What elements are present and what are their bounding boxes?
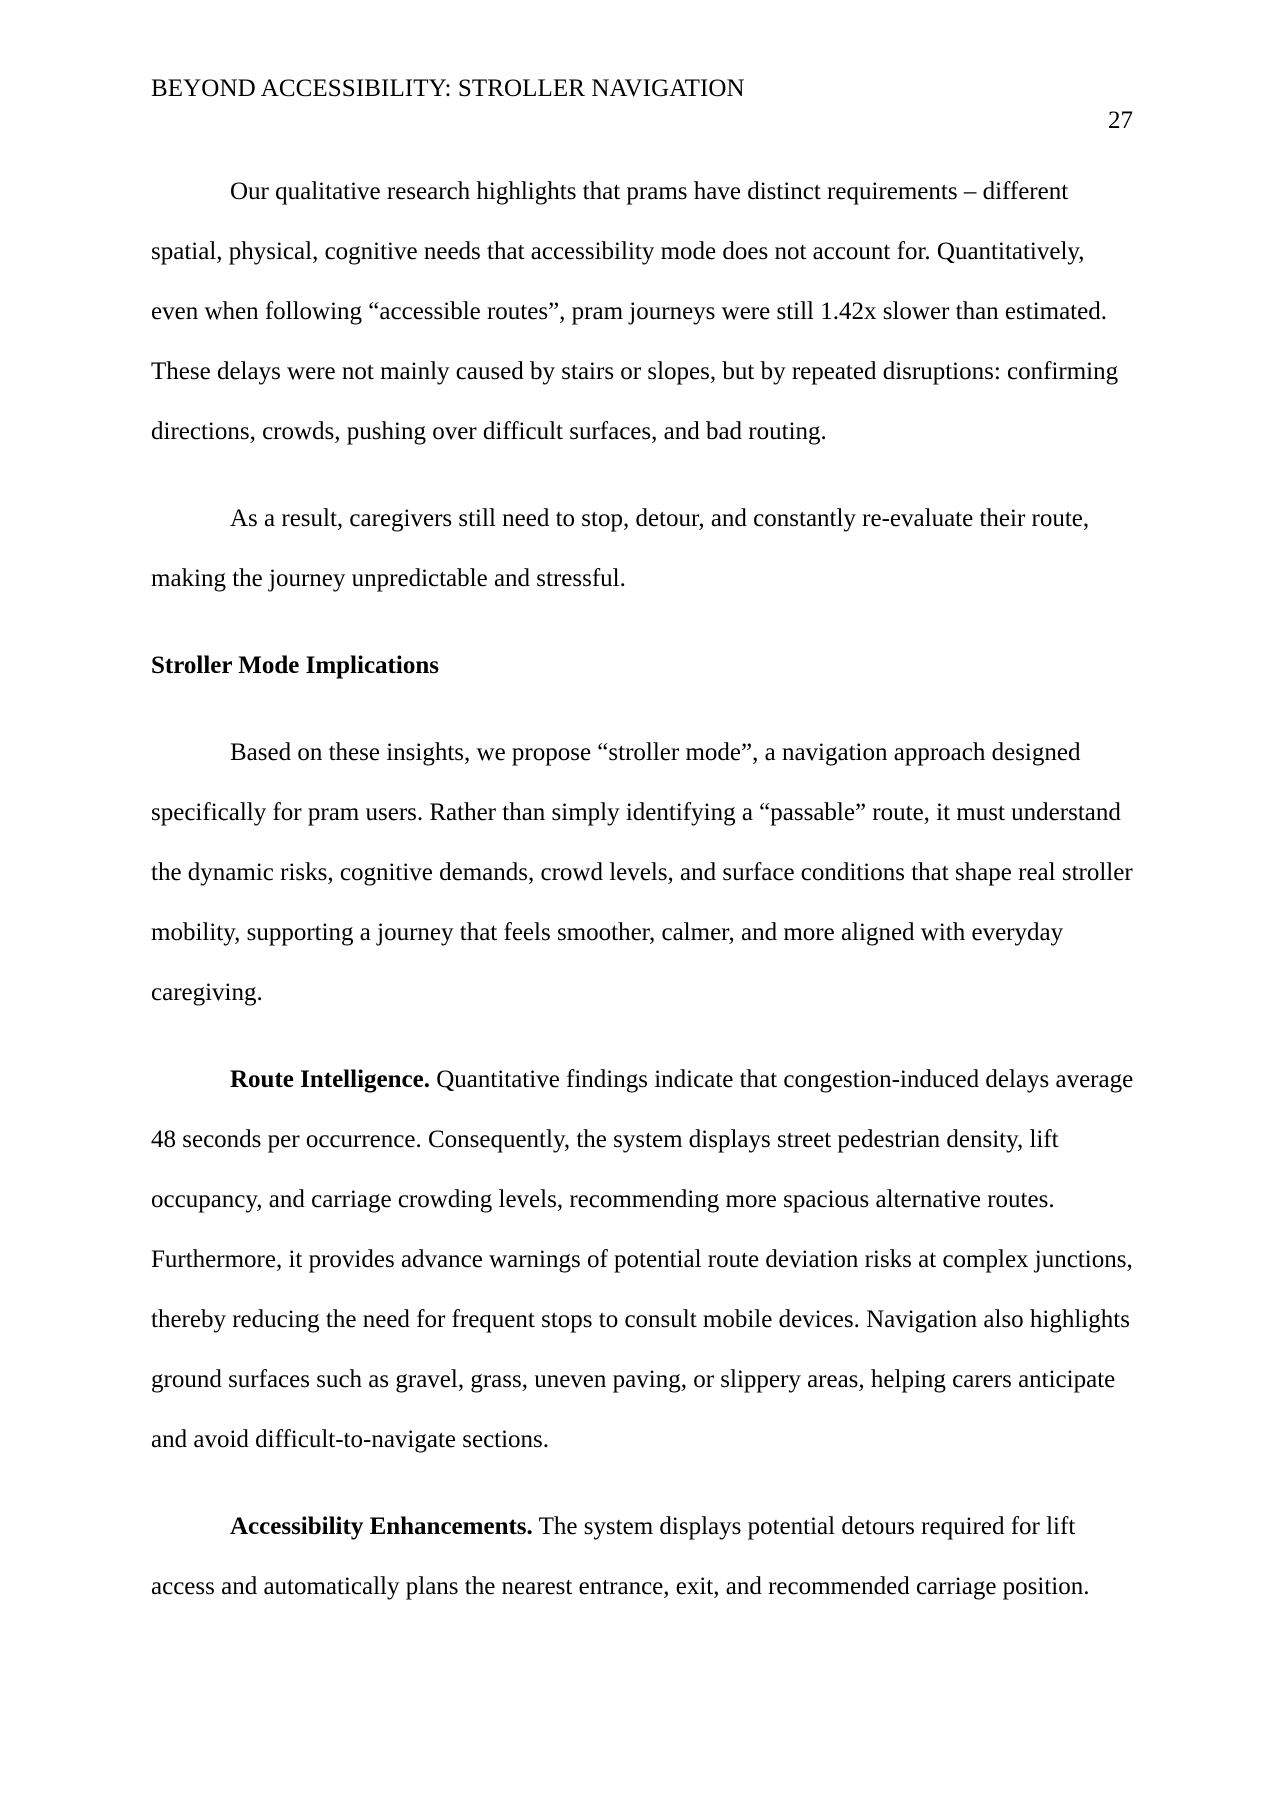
route-intelligence-text: Quantitative findings indicate that congestion-induced delays average 48 seconds per occurrence. Consequently, the system displays street pedestrian density, lift occupancy, and carriage crowding levels, recommending more spacious alternative routes. Furthermore, it provides advance warnings of potential route deviation risks at complex junctions, thereby reducing the need for frequent stops to consult mobile devices. Navigation also highlights ground surfaces such as gravel, grass, uneven paving, or slippery areas, helping carers anticipate and avoid difficult-to-navigate sections. [151, 1066, 1134, 1453]
running-head: BEYOND ACCESSIBILITY: STROLLER NAVIGATION [151, 75, 745, 102]
paragraph-consequence: As a result, caregivers still need to stop, detour, and constantly re-evaluate their route, making the journey unpredictable and stressful. [151, 505, 1090, 592]
subheading-accessibility-enhancements: Accessibility Enhancements. [230, 1513, 533, 1540]
accessibility-enhancements-text: The system displays potential detours required for lift access and automatically plans the nearest entrance, exit, and recommended carriage position. [151, 1513, 1090, 1600]
section-heading: Stroller Mode Implications [151, 652, 439, 679]
body-text [151, 162, 1136, 1644]
page-number: 27 [1108, 107, 1133, 134]
paragraph-accessibility-enhancements [151, 1497, 1136, 1617]
paragraph-stroller-mode: Based on these insights, we propose “stroller mode”, a navigation approach designed specifically for pram users. Rather than simply identifying a “passable” route, it must understand the dynamic risks, cognitive demands, crowd levels, and surface conditions that shape real stroller mobility, supporting a journey that feels smoother, calmer, and more aligned with everyday caregiving. [151, 739, 1133, 1006]
paragraph-route-intelligence [151, 1050, 1136, 1470]
subheading-route-intelligence: Route Intelligence. [230, 1066, 430, 1093]
paragraph-findings: Our qualitative research highlights that prams have distinct requirements – different spatial, physical, cognitive needs that accessibility mode does not account for. Quantitatively, even when following “accessible routes”, pram journeys were still 1.42x slower than estimated. These delays were not mainly caused by stairs or slopes, but by repeated disruptions: confirming directions, crowds, pushing over difficult surfaces, and bad routing. [151, 178, 1119, 445]
